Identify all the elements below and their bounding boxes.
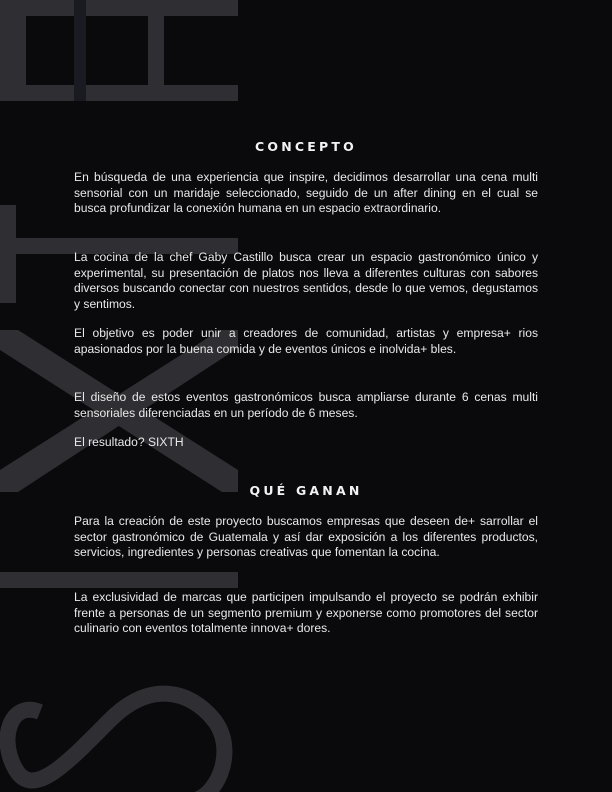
paragraph: El objetivo es poder unir a creadores de comunidad, artistas y empresa+ rios apasionados por la buena comida y de eventos únicos e inolvida+ bles.	[74, 326, 538, 356]
paragraph: La exclusividad de marcas que participen impulsando el proyecto se podrán exhibir frente a personas de un segmento premium y exponerse como promotores del sector culinario con eventos totalmente innova+ dores.	[74, 590, 538, 636]
paragraph: El diseño de estos eventos gastronómicos busca ampliarse durante 6 cenas multi sensoriales diferenciadas en un período de 6 meses.	[74, 390, 538, 420]
paragraph: La cocina de la chef Gaby Castillo busca crear un espacio gastronómico único y experimental, su presentación de platos nos lleva a diferentes culturas con sabores diversos buscando conectar con nuestros sentidos, desde lo que vemos, degustamos y sentimos.	[74, 250, 538, 311]
watermark-letter-h	[0, 0, 238, 101]
paragraph: En búsqueda de una experiencia que inspire, decidimos desarrollar una cena multi sensorial con un maridaje seleccionado, seguido de un after dining en el cual se busca profundizar la conexión humana en un espacio extraordinario.	[74, 170, 538, 216]
paragraph-result: El resultado? SIXTH	[74, 435, 184, 449]
heading-concepto: CONCEPTO	[255, 139, 357, 154]
watermark-letter-i	[0, 572, 238, 588]
paragraph: Para la creación de este proyecto buscamos empresas que deseen de+ sarrollar el sector gastronómico de Guatemala y así dar exposición a los diferentes productos, servicios, ingredientes y personas creativas que fomentan la cocina.	[74, 514, 538, 560]
heading-que-ganan: QUÉ GANAN	[249, 483, 363, 498]
watermark-letter-s	[8, 694, 225, 792]
